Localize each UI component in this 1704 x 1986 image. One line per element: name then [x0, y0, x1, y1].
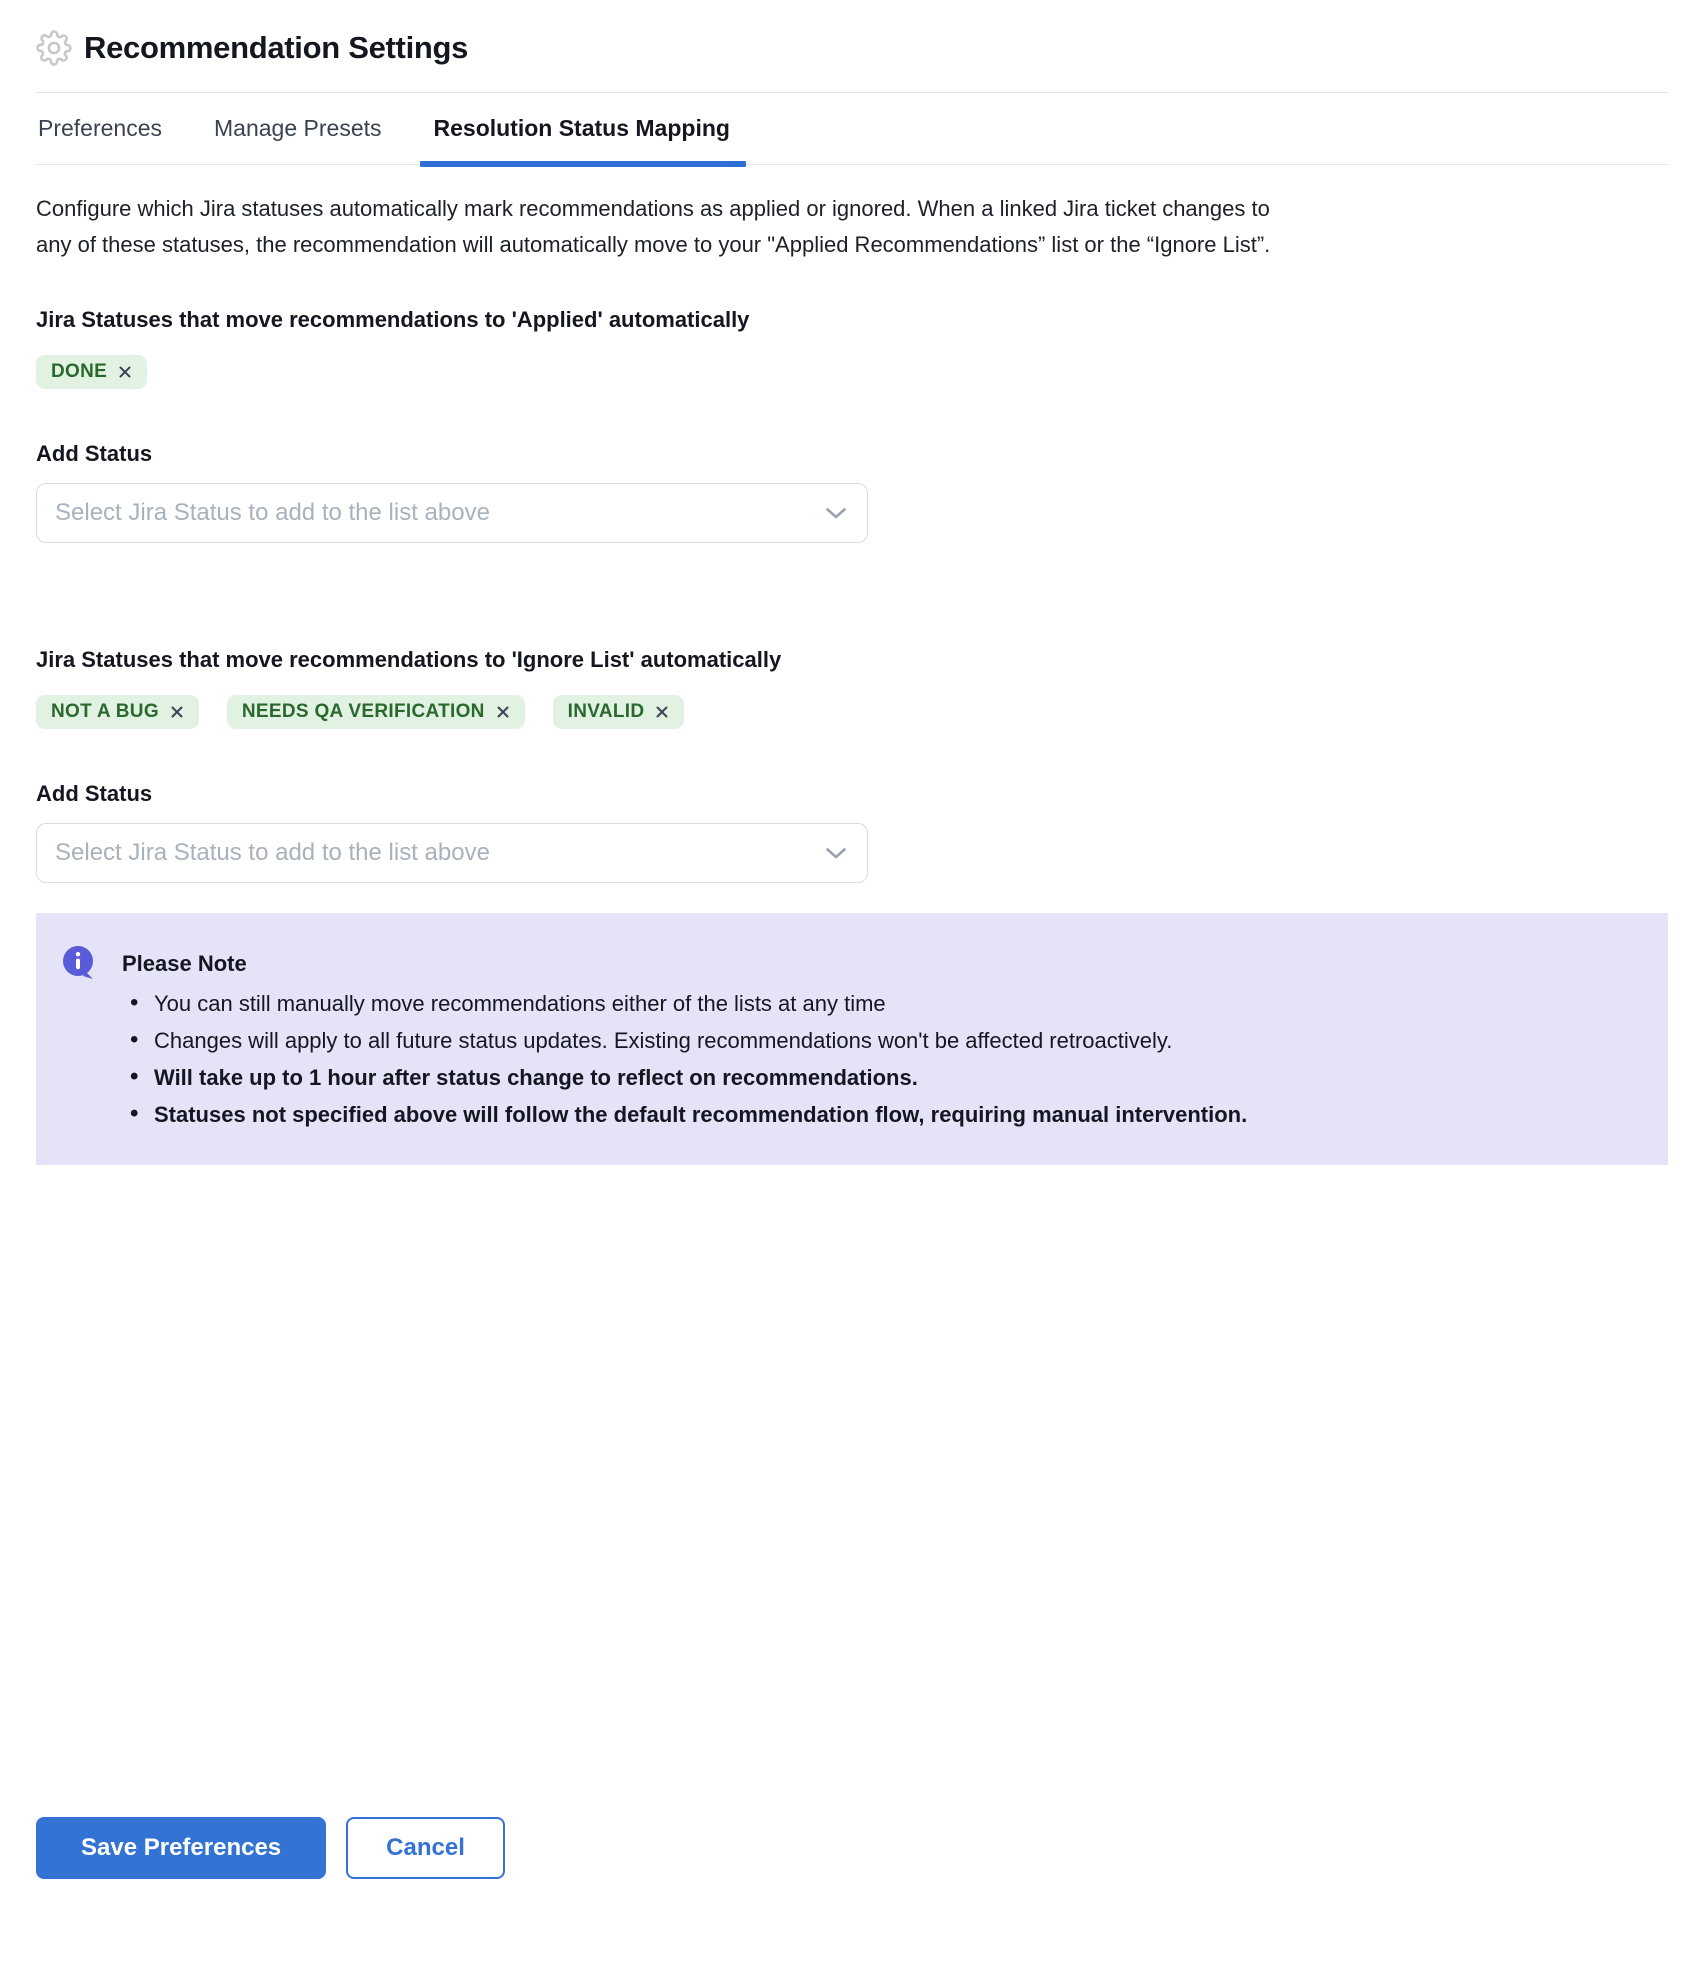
header-divider	[36, 92, 1668, 93]
add-status-label: Add Status	[36, 781, 153, 806]
ignore-status-select-input[interactable]	[55, 839, 825, 867]
status-chip-label: DONE	[51, 361, 108, 382]
applied-section-heading: Jira Statuses that move recommendations to 'Applied' automatically	[36, 307, 750, 332]
applied-status-select[interactable]	[36, 483, 868, 543]
note-bullet-list	[122, 989, 1247, 1129]
ignore-section-heading: Jira Statuses that move recommendations to 'Ignore List' automatically	[36, 647, 782, 672]
save-preferences-button[interactable]: Save Preferences	[36, 1817, 326, 1879]
page-title: Recommendation Settings	[84, 30, 469, 65]
status-chip-label: NEEDS QA VERIFICATION	[241, 701, 485, 722]
note-content	[122, 943, 1247, 1129]
note-bullet: • You can still manually move recommendations either of the lists at any time	[122, 989, 1247, 1018]
applied-chip-row	[36, 355, 1668, 389]
chevron-down-icon	[825, 847, 847, 860]
remove-status-icon[interactable]	[170, 705, 184, 719]
note-bullet: • Will take up to 1 hour after status change to reflect on recommendations.	[122, 1063, 1247, 1092]
ignore-status-select[interactable]	[36, 823, 868, 883]
status-chip-done	[36, 355, 147, 389]
status-chip-not-a-bug	[36, 695, 199, 729]
add-status-label: Add Status	[36, 441, 153, 466]
status-chip-invalid	[553, 695, 685, 729]
gear-icon	[36, 30, 72, 66]
cancel-button[interactable]: Cancel	[346, 1817, 505, 1879]
tab-preferences[interactable]: Preferences	[38, 115, 163, 141]
note-bullet: • Changes will apply to all future status updates. Existing recommendations won't be affected retroactively.	[122, 1026, 1247, 1055]
tab-bar	[36, 113, 1668, 165]
note-title: Please Note	[122, 951, 247, 976]
status-chip-label: NOT A BUG	[51, 701, 159, 722]
ignore-chip-row	[36, 695, 1668, 729]
tab-resolution-status-mapping[interactable]: Resolution Status Mapping	[432, 113, 732, 164]
applied-status-select-input[interactable]	[55, 499, 825, 527]
chevron-down-icon	[825, 507, 847, 520]
status-chip-label: INVALID	[567, 701, 645, 722]
intro-description: Configure which Jira statuses automatically mark recommendations as applied or ignored. When a linked Jira ticket changes to any of these statuses, the recommendation will automatically move to your "Applied Recommendations” list or the “Ignore List”.	[36, 196, 1271, 257]
remove-status-icon[interactable]	[118, 365, 132, 379]
remove-status-icon[interactable]	[655, 705, 669, 719]
info-icon	[60, 943, 98, 1129]
remove-status-icon[interactable]	[496, 705, 510, 719]
action-bar	[36, 1817, 1668, 1879]
tab-manage-presets[interactable]: Manage Presets	[214, 115, 382, 141]
page-header	[36, 30, 1668, 66]
note-bullet: • Statuses not specified above will follow the default recommendation flow, requiring manual intervention.	[122, 1100, 1247, 1129]
active-tab-underline	[420, 161, 746, 167]
status-chip-needs-qa-verification	[227, 695, 525, 729]
please-note-callout	[36, 913, 1668, 1165]
